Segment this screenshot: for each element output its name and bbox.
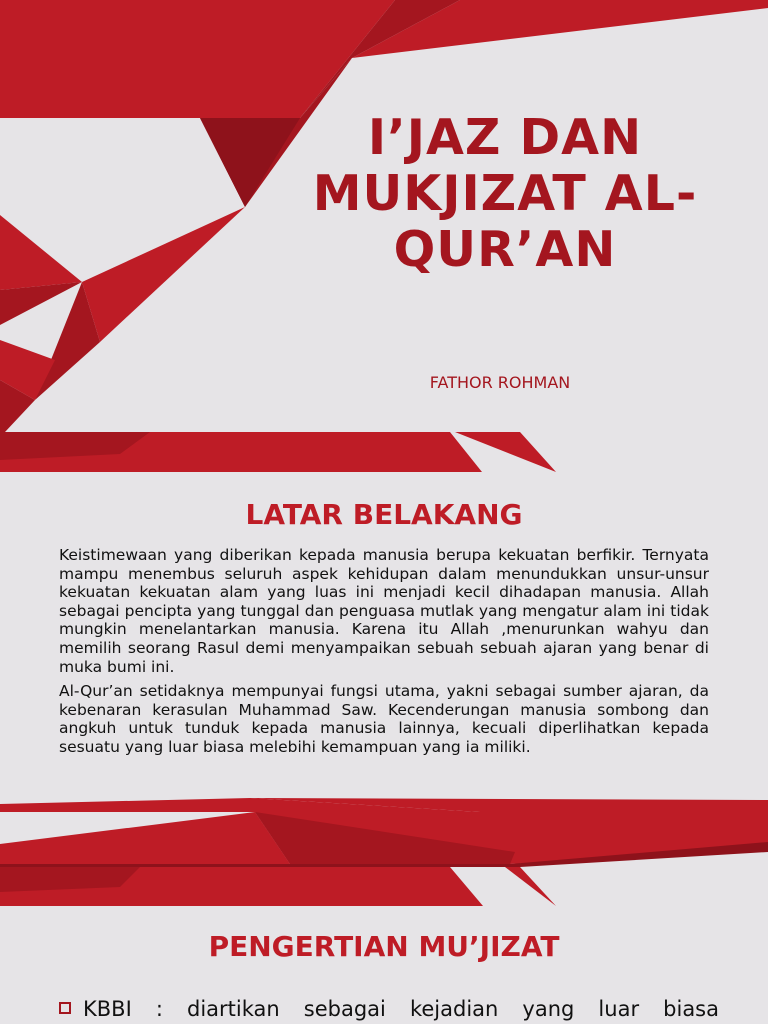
paragraph: Al-Qur’an setidaknya mempunyai fungsi utama, yakni sebagai sumber ajaran, da kebenaran kerasulan Muhammad Saw. Kecenderungan manusia sombong dan angkuh untuk tunduk kepada manusia lainnya, kecuali diperlihatkan kepada sesuatu yang luar biasa melebihi kemampuan yang ia miliki.	[59, 682, 709, 756]
decor-shape	[0, 812, 290, 864]
decor-shape	[0, 215, 82, 290]
paragraph: Keistimewaan yang diberikan kepada manusia berupa kekuatan berfikir. Ternyata mampu menembus seluruh aspek kehidupan dalam menundukkan unsur-unsur kekuatan kekuatan alam yang luas ini menjadi kecil dihadapan manusia. Allah sebagai pencipta yang tunggal dan penguasa mutlak yang mengatur alam ini tidak mungkin menelantarkan manusia. Karena itu Allah ,menurunkan wahyu dan memilih seorang Rasul demi menyampaikan sebuah sebuah ajaran yang benar di muka bumi ini.	[59, 546, 709, 676]
decor-shape	[505, 867, 556, 906]
bullet-item	[59, 996, 719, 1022]
slide-title: I’JAZ DAN MUKJIZAT AL-QUR’AN	[312, 109, 698, 278]
section-heading: PENGERTIAN MU’JIZAT	[208, 930, 560, 963]
decor-shape	[0, 0, 395, 118]
decor-shape	[200, 118, 300, 207]
decorative-shapes	[0, 812, 768, 1024]
section-heading: LATAR BELAKANG	[245, 498, 523, 531]
body-text	[59, 546, 709, 763]
definition-slide	[0, 812, 768, 1024]
author-name: FATHOR ROHMAN	[429, 373, 571, 392]
title-slide	[0, 0, 768, 432]
bullet-text: KBBI : diartikan sebagai kejadian yang luar biasa	[83, 997, 719, 1021]
background-slide	[0, 432, 768, 812]
square-bullet-icon	[59, 1002, 71, 1014]
decor-shape	[82, 207, 245, 342]
